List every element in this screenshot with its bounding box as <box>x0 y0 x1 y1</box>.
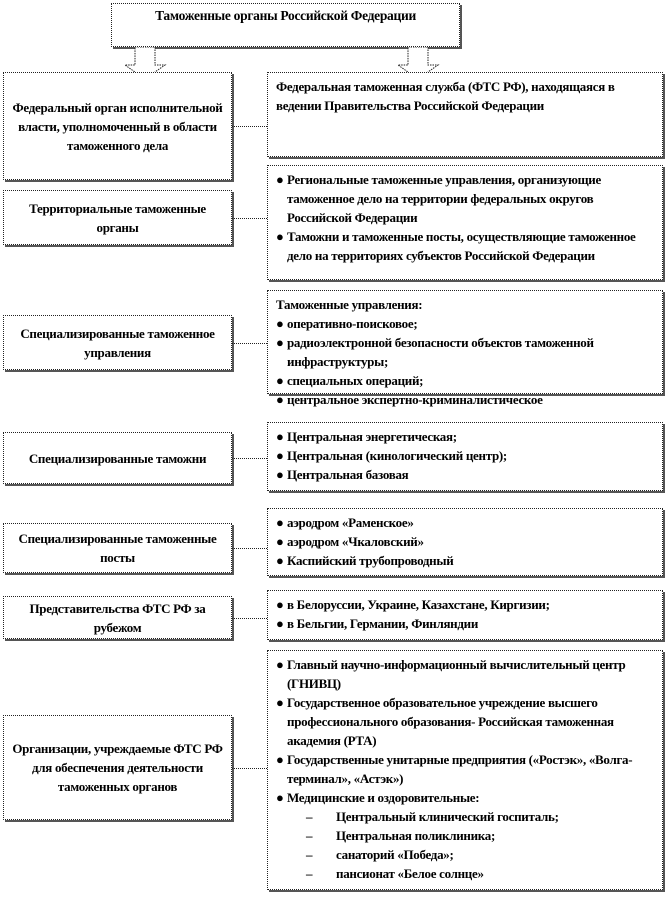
bullet-icon: ● <box>276 448 284 463</box>
detail-box <box>267 422 663 491</box>
category-box <box>3 72 232 180</box>
list-item-text: Центральная энергетическая; <box>287 429 457 444</box>
list-item-text: Центральная базовая <box>287 467 409 482</box>
list-item <box>276 655 654 693</box>
sub-list-item <box>276 826 654 845</box>
list-item-text: центральное экспертно-криминалистическое <box>287 392 543 407</box>
list-item-text: Таможни и таможенные посты, осуществляющие таможенное дело на территориях субъектов Российской Федерации <box>287 229 636 263</box>
list-item-text: Государственные унитарные предприятия («Ростэк», «Волга-терминал», «Астэк») <box>287 752 633 786</box>
bullet-icon: ● <box>276 429 284 444</box>
list-item <box>276 333 654 371</box>
connector-line <box>232 768 267 769</box>
category-label: Специализированные таможенные посты <box>18 531 217 565</box>
category-label: Специализированные таможни <box>28 450 207 466</box>
detail-box <box>267 72 663 157</box>
sub-list-item <box>276 845 654 864</box>
list-item <box>276 427 654 446</box>
connector-line <box>232 458 267 459</box>
list-item <box>276 788 654 807</box>
dash-icon: – <box>306 866 313 881</box>
list-item <box>276 371 654 390</box>
dash-icon: – <box>306 847 313 862</box>
category-box <box>3 432 232 484</box>
detail-intro: Федеральная таможенная служба (ФТС РФ), находящаяся в ведении Правительства Российской Федерации <box>276 79 615 113</box>
sub-list-item-text: пансионат «Белое солнце» <box>336 866 484 881</box>
dash-icon: – <box>306 809 313 824</box>
list-item <box>276 446 654 465</box>
sub-list-item <box>276 807 654 826</box>
list-item-text: оперативно-поисковое; <box>287 316 418 331</box>
list-item-text: Каспийский трубопроводный <box>287 553 454 568</box>
list-item <box>276 750 654 788</box>
list-item-text: в Белоруссии, Украине, Казахстане, Киргизии; <box>287 597 550 612</box>
bullet-icon: ● <box>276 695 284 710</box>
root-title: Таможенные органы Российской Федерации <box>155 8 416 23</box>
sub-list-item <box>276 864 654 883</box>
category-label: Организации, учреждаемые ФТС РФ для обеспечения деятельности таможенных органов <box>12 741 223 794</box>
list-item <box>276 532 654 551</box>
connector-line <box>232 218 267 219</box>
bullet-icon: ● <box>276 597 284 612</box>
sub-list-item-text: Центральная поликлиника; <box>336 828 495 843</box>
detail-box <box>267 508 663 576</box>
root-box <box>111 3 460 47</box>
category-box <box>3 190 232 245</box>
bullet-icon: ● <box>276 553 284 568</box>
category-label: Федеральный орган исполнительной власти, уполномоченный в области таможенного дела <box>12 99 223 153</box>
bullet-icon: ● <box>276 335 284 350</box>
list-item <box>276 614 654 633</box>
list-item-text: Центральная (кинологический центр); <box>287 448 507 463</box>
bullet-icon: ● <box>276 373 284 388</box>
category-label: Представительства ФТС РФ за рубежом <box>29 600 206 635</box>
category-label: Специализированные таможенное управления <box>20 325 215 360</box>
sub-list-item-text: санаторий «Победа»; <box>336 847 454 862</box>
bullet-icon: ● <box>276 392 284 407</box>
list-item <box>276 227 654 265</box>
bullet-icon: ● <box>276 515 284 530</box>
dash-icon: – <box>306 828 313 843</box>
connector-line <box>232 548 267 549</box>
detail-box <box>267 590 663 640</box>
list-item <box>276 595 654 614</box>
bullet-icon: ● <box>276 229 284 244</box>
list-item-text: специальных операций; <box>287 373 424 388</box>
list-item <box>276 693 654 750</box>
list-item-text: Региональные таможенные управления, организующие таможенное дело на территории федеральных округов Российской Федерации <box>287 172 601 225</box>
list-item-text: Медицинские и оздоровительные: <box>287 790 480 805</box>
list-item-text: радиоэлектронной безопасности объектов таможенной инфраструктуры; <box>287 335 594 369</box>
bullet-icon: ● <box>276 534 284 549</box>
list-item <box>276 390 654 409</box>
category-label: Территориальные таможенные органы <box>29 200 206 235</box>
detail-box <box>267 650 663 890</box>
bullet-icon: ● <box>276 172 284 187</box>
list-item <box>276 314 654 333</box>
bullet-icon: ● <box>276 657 284 672</box>
list-item-text: аэродром «Раменское» <box>287 515 414 530</box>
bullet-icon: ● <box>276 316 284 331</box>
list-item <box>276 465 654 484</box>
list-item-text: Государственное образовательное учреждение высшего профессионального образования- Российская таможенная академия (РТА) <box>287 695 614 748</box>
sub-list-item-text: Центральный клинический госпиталь; <box>336 809 559 824</box>
detail-box <box>267 290 663 407</box>
list-item-text: Главный научно-информационный вычислительный центр (ГНИВЦ) <box>287 657 626 691</box>
category-box <box>3 596 232 639</box>
connector-line <box>232 126 267 127</box>
category-box <box>3 715 232 820</box>
list-item-text: в Бельгии, Германии, Финляндии <box>287 616 479 631</box>
connector-line <box>232 618 267 619</box>
detail-intro: Таможенные управления: <box>276 297 423 312</box>
list-item <box>276 170 654 227</box>
category-box <box>3 315 232 370</box>
list-item <box>276 551 654 570</box>
bullet-icon: ● <box>276 790 284 805</box>
list-item-text: аэродром «Чкаловский» <box>287 534 424 549</box>
bullet-icon: ● <box>276 467 284 482</box>
bullet-icon: ● <box>276 616 284 631</box>
bullet-icon: ● <box>276 752 284 767</box>
category-box <box>3 523 232 573</box>
connector-line <box>232 343 267 344</box>
list-item <box>276 513 654 532</box>
detail-box <box>267 165 663 280</box>
